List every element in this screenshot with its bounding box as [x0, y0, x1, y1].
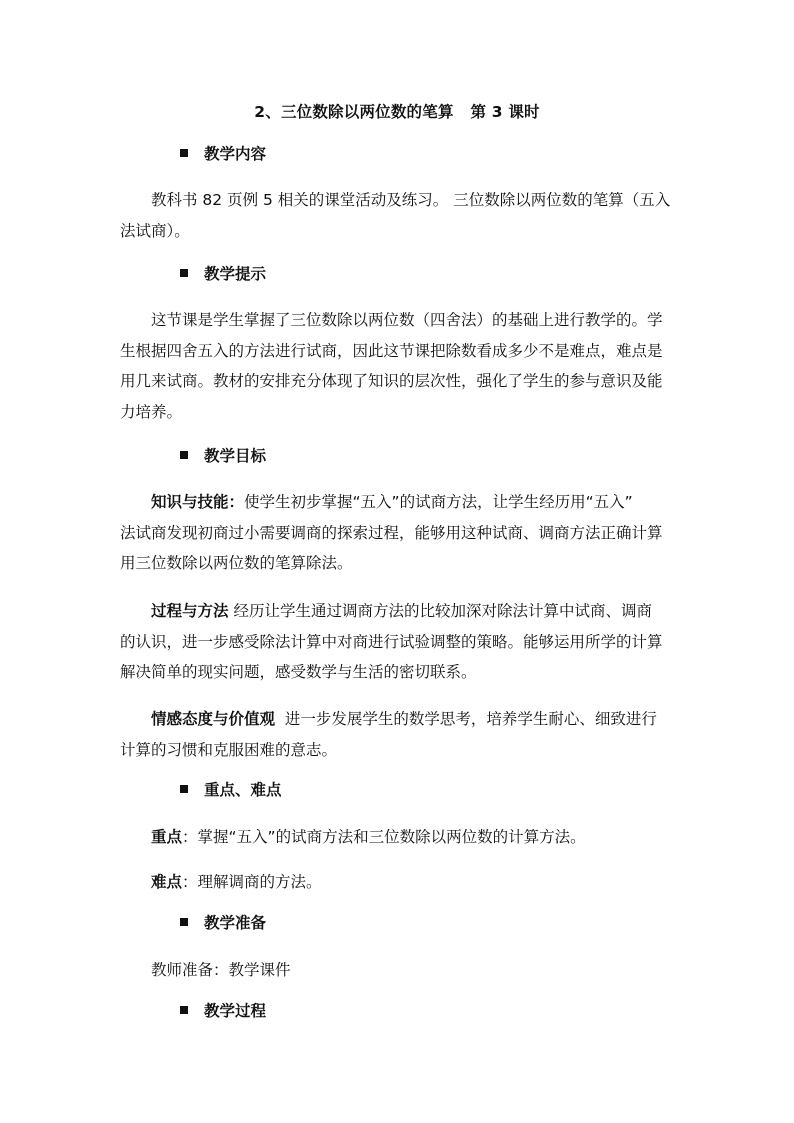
paragraph-line: 的认识，进一步感受除法计算中对商进行试验调整的策略。能够运用所学的计算: [120, 632, 663, 651]
paragraph-line: 计算的习惯和克服困难的意志。: [120, 740, 338, 759]
square-bullet-icon: [180, 149, 188, 157]
paragraph-line: [120, 704, 676, 735]
knowledge-label: 知识与技能：: [151, 493, 245, 511]
attitude-text: 进一步发展学生的数学思考，培养学生耐心、细致进行: [275, 710, 657, 728]
key-point-paragraph: [120, 822, 676, 853]
difficulty-text: ：理解调商的方法。: [182, 873, 322, 891]
difficulty-label: 难点: [151, 873, 183, 891]
square-bullet-icon: [180, 785, 188, 793]
square-bullet-icon: [180, 451, 188, 459]
square-bullet-icon: [180, 1006, 188, 1014]
section-heading-process: [180, 999, 266, 1021]
process-method-label: 过程与方法: [151, 602, 229, 620]
process-method-paragraph: [120, 596, 676, 688]
knowledge-paragraph: [120, 487, 676, 579]
hint-paragraph: [120, 305, 676, 427]
knowledge-text: 使学生初步掌握“五入”的试商方法，让学生经历用“五入”: [244, 493, 633, 511]
paragraph-line: 解决简单的现实问题，感受数学与生活的密切联系。: [120, 663, 477, 681]
paragraph-line: 教科书 82 页例 5 相关的课堂活动及练习。 三位数除以两位数的笔算（五入: [151, 191, 671, 209]
section-heading-label: 教学准备: [204, 914, 267, 932]
square-bullet-icon: [180, 918, 188, 926]
paragraph-line: 用三位数除以两位数的笔算除法。: [120, 554, 353, 572]
content-paragraph: [120, 185, 676, 246]
lesson-title: 2、三位数除以两位数的笔算 第 3 课时: [254, 103, 540, 121]
paragraph-line: 教师准备：教学课件: [151, 961, 291, 979]
paragraph-line: 力培养。: [120, 402, 183, 421]
paragraph-line: 法试商发现初商过小需要调商的探索过程，能够用这种试商、调商方法正确计算: [120, 523, 663, 542]
paragraph-line: [120, 867, 676, 898]
square-bullet-icon: [180, 269, 188, 277]
paragraph-line: [120, 487, 676, 518]
difficulty-paragraph: [120, 867, 676, 898]
section-heading-label: 教学提示: [204, 265, 267, 283]
section-heading-prep: [180, 911, 266, 933]
paragraph-line: 这节课是学生掌握了三位数除以两位数（四舍法）的基础上进行教学的。学: [151, 311, 663, 329]
paragraph-line: 法试商）。: [120, 221, 190, 240]
attitude-label: 情感态度与价值观: [151, 710, 276, 728]
section-heading-hint: [180, 262, 266, 284]
prep-paragraph: [120, 955, 676, 986]
key-point-label: 重点: [151, 828, 183, 846]
section-heading-label: 教学目标: [204, 447, 267, 465]
process-method-text: 经历让学生通过调商方法的比较加深对除法计算中试商、调商: [228, 602, 652, 620]
section-heading-label: 教学过程: [204, 1002, 267, 1020]
attitude-paragraph: [120, 704, 676, 765]
section-heading-label: 教学内容: [204, 145, 267, 163]
section-heading-label: 重点、难点: [204, 781, 282, 799]
paragraph-line: [120, 822, 676, 853]
paragraph-line: 生根据四舍五入的方法进行试商，因此这节课把除数看成多少不是难点，难点是: [120, 341, 663, 360]
section-heading-goals: [180, 444, 266, 466]
section-heading-content: [180, 142, 266, 164]
key-point-text: ：掌握“五入”的试商方法和三位数除以两位数的计算方法。: [182, 828, 586, 846]
section-heading-key: [180, 778, 282, 800]
paragraph-line: [120, 596, 676, 627]
paragraph-line: 用几来试商。教材的安排充分体现了知识的层次性，强化了学生的参与意识及能: [120, 372, 663, 390]
